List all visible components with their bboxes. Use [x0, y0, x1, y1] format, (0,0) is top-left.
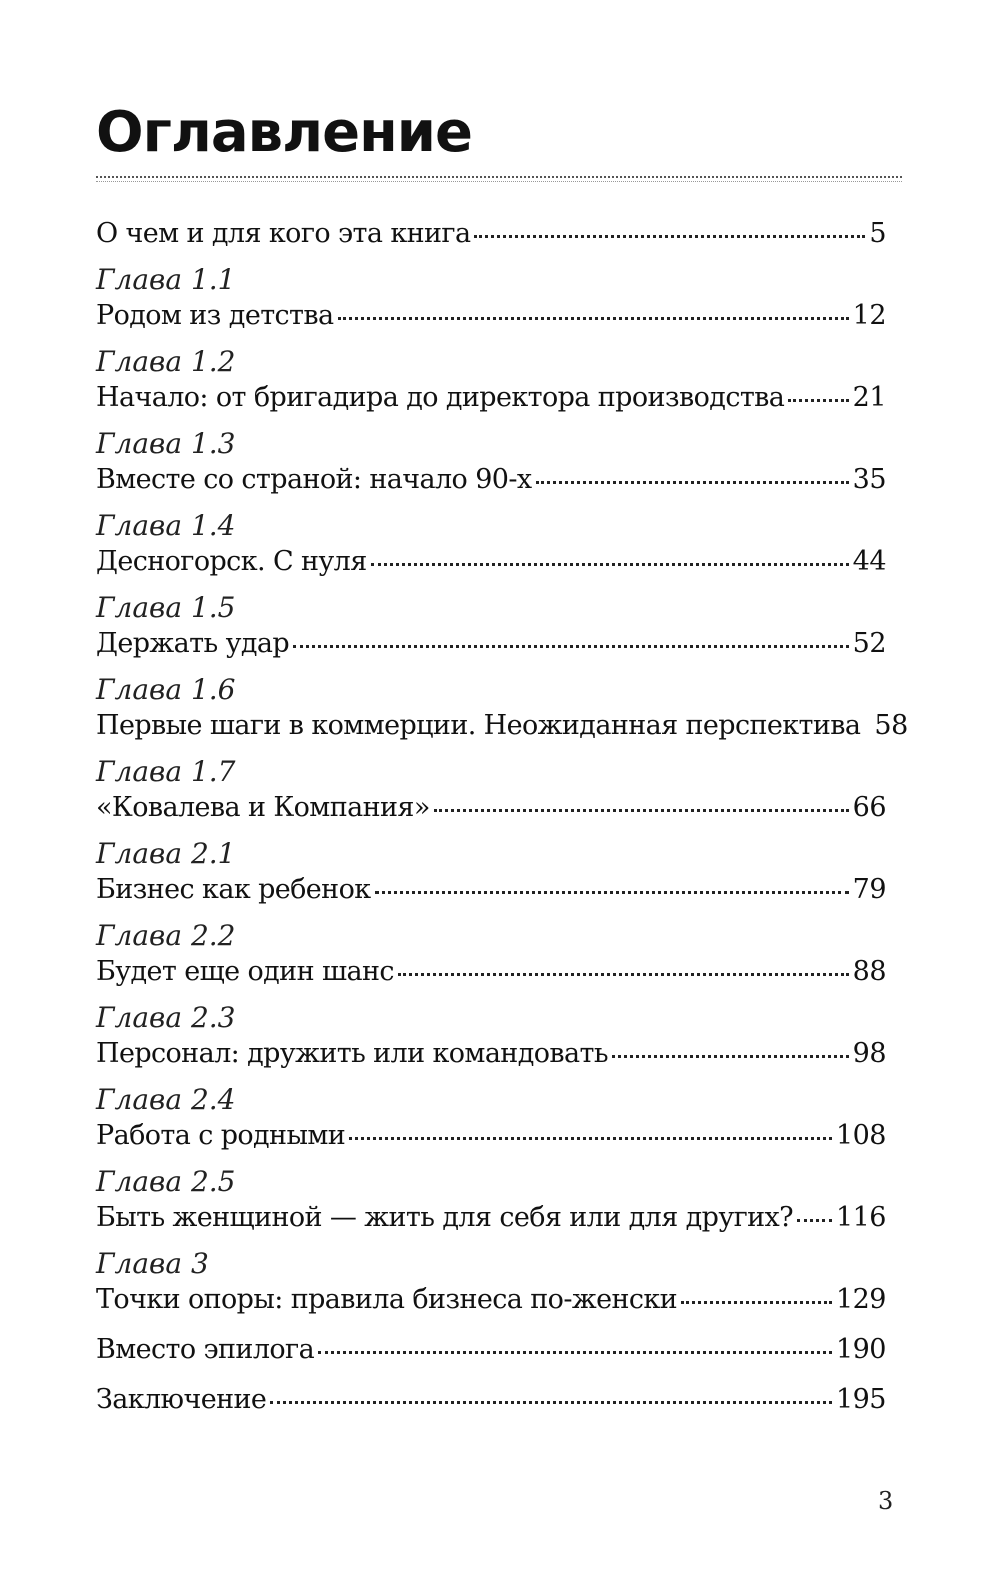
toc-chapter-label: Глава 2.4	[96, 1083, 236, 1116]
toc-entry-title: Родом из детства	[96, 300, 334, 331]
toc-page-number: 21	[852, 382, 886, 413]
toc-entry[interactable]	[96, 416, 886, 498]
toc-row	[96, 626, 886, 662]
toc-page-number: 79	[852, 874, 886, 905]
page-folio: 3	[878, 1487, 894, 1515]
toc-page-number: 129	[835, 1284, 886, 1315]
toc-page-number: 58	[874, 710, 908, 741]
toc-chapter-label: Глава 1.6	[96, 673, 236, 706]
toc-entry[interactable]	[96, 1382, 886, 1418]
toc-row	[96, 1200, 886, 1236]
toc-page-number: 44	[852, 546, 886, 577]
toc-entry[interactable]	[96, 216, 886, 252]
toc-entry[interactable]	[96, 990, 886, 1072]
toc-entry-title: Бизнес как ребенок	[96, 874, 371, 905]
toc-row	[96, 1382, 886, 1418]
toc-row	[96, 708, 908, 744]
toc-chapter-label: Глава 2.1	[96, 837, 236, 870]
toc-row	[96, 1036, 886, 1072]
toc-row	[96, 544, 886, 580]
dot-leader	[349, 1137, 832, 1140]
dot-leader	[375, 891, 849, 894]
toc-entry-title: Вместо эпилога	[96, 1334, 315, 1365]
toc-entry-title: Работа с родными	[96, 1120, 346, 1151]
toc-page-number: 12	[852, 300, 886, 331]
dot-leader	[318, 1351, 832, 1354]
dot-leader	[612, 1055, 849, 1058]
toc-page-number: 190	[835, 1334, 886, 1365]
toc-entry-title: Держать удар	[96, 628, 290, 659]
dot-leader	[338, 317, 849, 320]
toc-chapter-label: Глава 1.4	[96, 509, 236, 542]
dot-leader	[788, 399, 848, 402]
toc-entry-title: Будет еще один шанс	[96, 956, 394, 987]
toc-row	[96, 790, 886, 826]
toc-entry[interactable]	[96, 908, 886, 990]
toc-chapter-label: Глава 1.7	[96, 755, 236, 788]
dot-leader	[371, 563, 849, 566]
table-of-contents	[96, 216, 908, 1418]
toc-chapter-label: Глава 1.3	[96, 427, 236, 460]
toc-entry-title: Заключение	[96, 1384, 267, 1415]
toc-entry[interactable]	[96, 1332, 886, 1368]
toc-row	[96, 216, 886, 252]
page-title: Оглавление	[96, 100, 473, 165]
toc-page-number: 98	[852, 1038, 886, 1069]
dot-leader	[434, 809, 849, 812]
toc-chapter-label: Глава 3	[96, 1247, 209, 1280]
toc-page-number: 35	[852, 464, 886, 495]
toc-page-number: 195	[835, 1384, 886, 1415]
toc-entry[interactable]	[96, 744, 886, 826]
toc-entry[interactable]	[96, 1154, 886, 1236]
toc-entry-title: «Ковалева и Компания»	[96, 792, 430, 823]
toc-entry[interactable]	[96, 498, 886, 580]
toc-row	[96, 380, 886, 416]
toc-entry-title: Вместе со страной: начало 90-х	[96, 464, 532, 495]
toc-entry[interactable]	[96, 334, 886, 416]
dot-leader	[681, 1301, 832, 1304]
dot-leader	[474, 235, 865, 238]
toc-row	[96, 298, 886, 334]
toc-row	[96, 1118, 886, 1154]
toc-entry[interactable]	[96, 1072, 886, 1154]
title-rule	[96, 176, 902, 178]
toc-row	[96, 1282, 886, 1318]
toc-entry[interactable]	[96, 252, 886, 334]
toc-chapter-label: Глава 2.5	[96, 1165, 236, 1198]
toc-entry-title: Первые шаги в коммерции. Неожиданная перспектива	[96, 710, 861, 741]
toc-entry[interactable]	[96, 662, 908, 744]
toc-entry-title: Начало: от бригадира до директора производства	[96, 382, 785, 413]
dot-leader	[270, 1401, 832, 1404]
toc-entry-title: О чем и для кого эта книга	[96, 218, 471, 249]
toc-chapter-label: Глава 1.5	[96, 591, 236, 624]
toc-page-number: 66	[852, 792, 886, 823]
title-rule-secondary	[96, 181, 902, 182]
toc-entry-title: Быть женщиной — жить для себя или для других?	[96, 1202, 794, 1233]
dot-leader	[293, 645, 849, 648]
toc-page-number: 5	[869, 218, 886, 249]
toc-chapter-label: Глава 2.3	[96, 1001, 236, 1034]
dot-leader	[398, 973, 849, 976]
dot-leader	[536, 481, 849, 484]
dot-leader	[864, 727, 870, 730]
toc-page-number: 108	[835, 1120, 886, 1151]
toc-entry[interactable]	[96, 580, 886, 662]
dot-leader	[797, 1219, 832, 1222]
toc-entry[interactable]	[96, 826, 886, 908]
toc-entry[interactable]	[96, 1236, 886, 1318]
toc-entry-title: Персонал: дружить или командовать	[96, 1038, 608, 1069]
toc-row	[96, 462, 886, 498]
toc-entry-title: Десногорск. С нуля	[96, 546, 367, 577]
toc-page-number: 52	[852, 628, 886, 659]
toc-row	[96, 1332, 886, 1368]
toc-page-number: 116	[835, 1202, 886, 1233]
toc-chapter-label: Глава 1.2	[96, 345, 236, 378]
toc-row	[96, 872, 886, 908]
toc-entry-title: Точки опоры: правила бизнеса по-женски	[96, 1284, 678, 1315]
toc-chapter-label: Глава 2.2	[96, 919, 236, 952]
toc-chapter-label: Глава 1.1	[96, 263, 236, 296]
toc-row	[96, 954, 886, 990]
toc-page-number: 88	[852, 956, 886, 987]
